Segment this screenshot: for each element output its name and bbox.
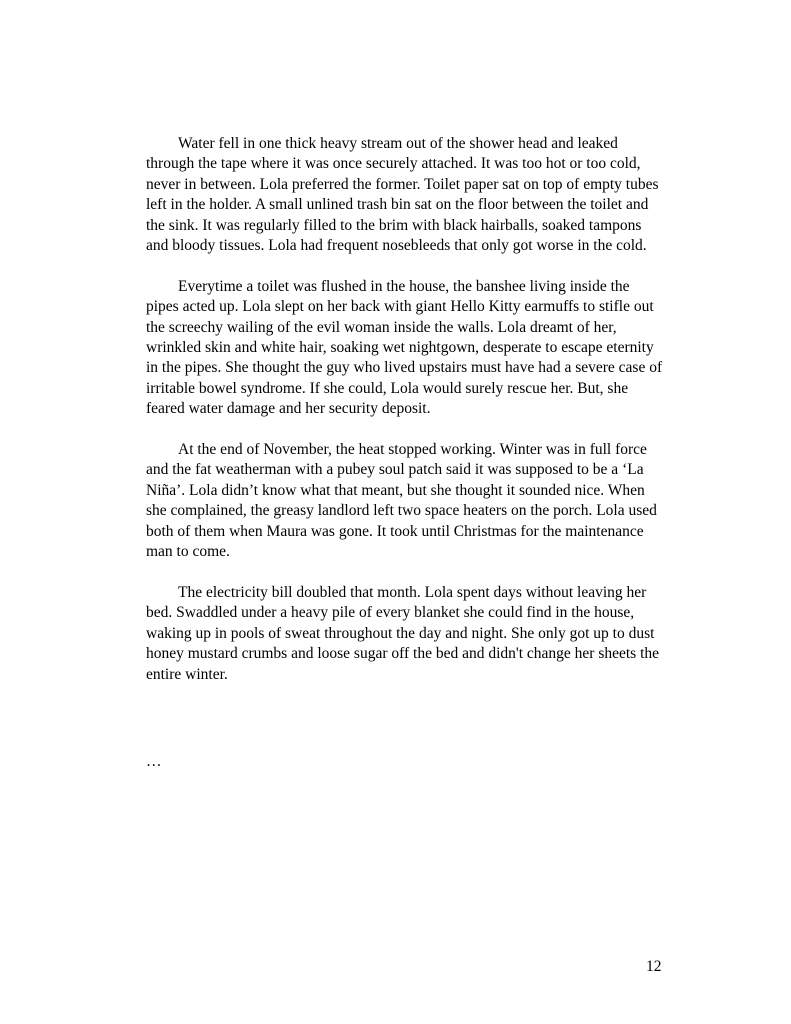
page-number: 12 bbox=[646, 958, 662, 975]
paragraph-4: The electricity bill doubled that month. Lola spent days without leaving her bed. Swaddled under a heavy pile of every blanket she could find in the house, waking up in pools of sweat throughout the day and night. She only got up to dust honey mustard crumbs and loose sugar off the bed and didn't change her sheets the entire winter. bbox=[146, 583, 660, 683]
paragraph-2: Everytime a toilet was flushed in the house, the banshee living inside the pipes acted up. Lola slept on her back with giant Hello Kitty earmuffs to stifle out the screechy wailing of the evil woman inside the walls. Lola dreamt of her, wrinkled skin and white hair, soaking wet nightgown, desperate to escape eternity in the pipes. She thought the guy who lived upstairs must have had a severe case of irritable bowel syndrome. If she could, Lola would surely rescue her. But, she feared water damage and her security deposit. bbox=[146, 277, 663, 418]
body-text bbox=[146, 134, 670, 705]
paragraph-3: At the end of November, the heat stopped working. Winter was in full force and the fat weatherman with a pubey soul patch said it was supposed to be a ‘La Niña’. Lola didn’t know what that meant, but she thought it sounded nice. When she complained, the greasy landlord left two space heaters on the porch. Lola used both of them when Maura was gone. It took until Christmas for the maintenance man to come. bbox=[146, 441, 657, 561]
paragraph-1: Water fell in one thick heavy stream out of the shower head and leaked through the tape where it was once securely attached. It was too hot or too cold, never in between. Lola preferred the former. Toilet paper sat on top of empty tubes left in the holder. A small unlined trash bin sat on the floor between the toilet and the sink. It was regularly filled to the brim with black hairballs, soaked tampons and bloody tissues. Lola had frequent nosebleeds that only got worse in the cold. bbox=[146, 135, 659, 255]
section-break-ellipsis: … bbox=[146, 753, 162, 770]
